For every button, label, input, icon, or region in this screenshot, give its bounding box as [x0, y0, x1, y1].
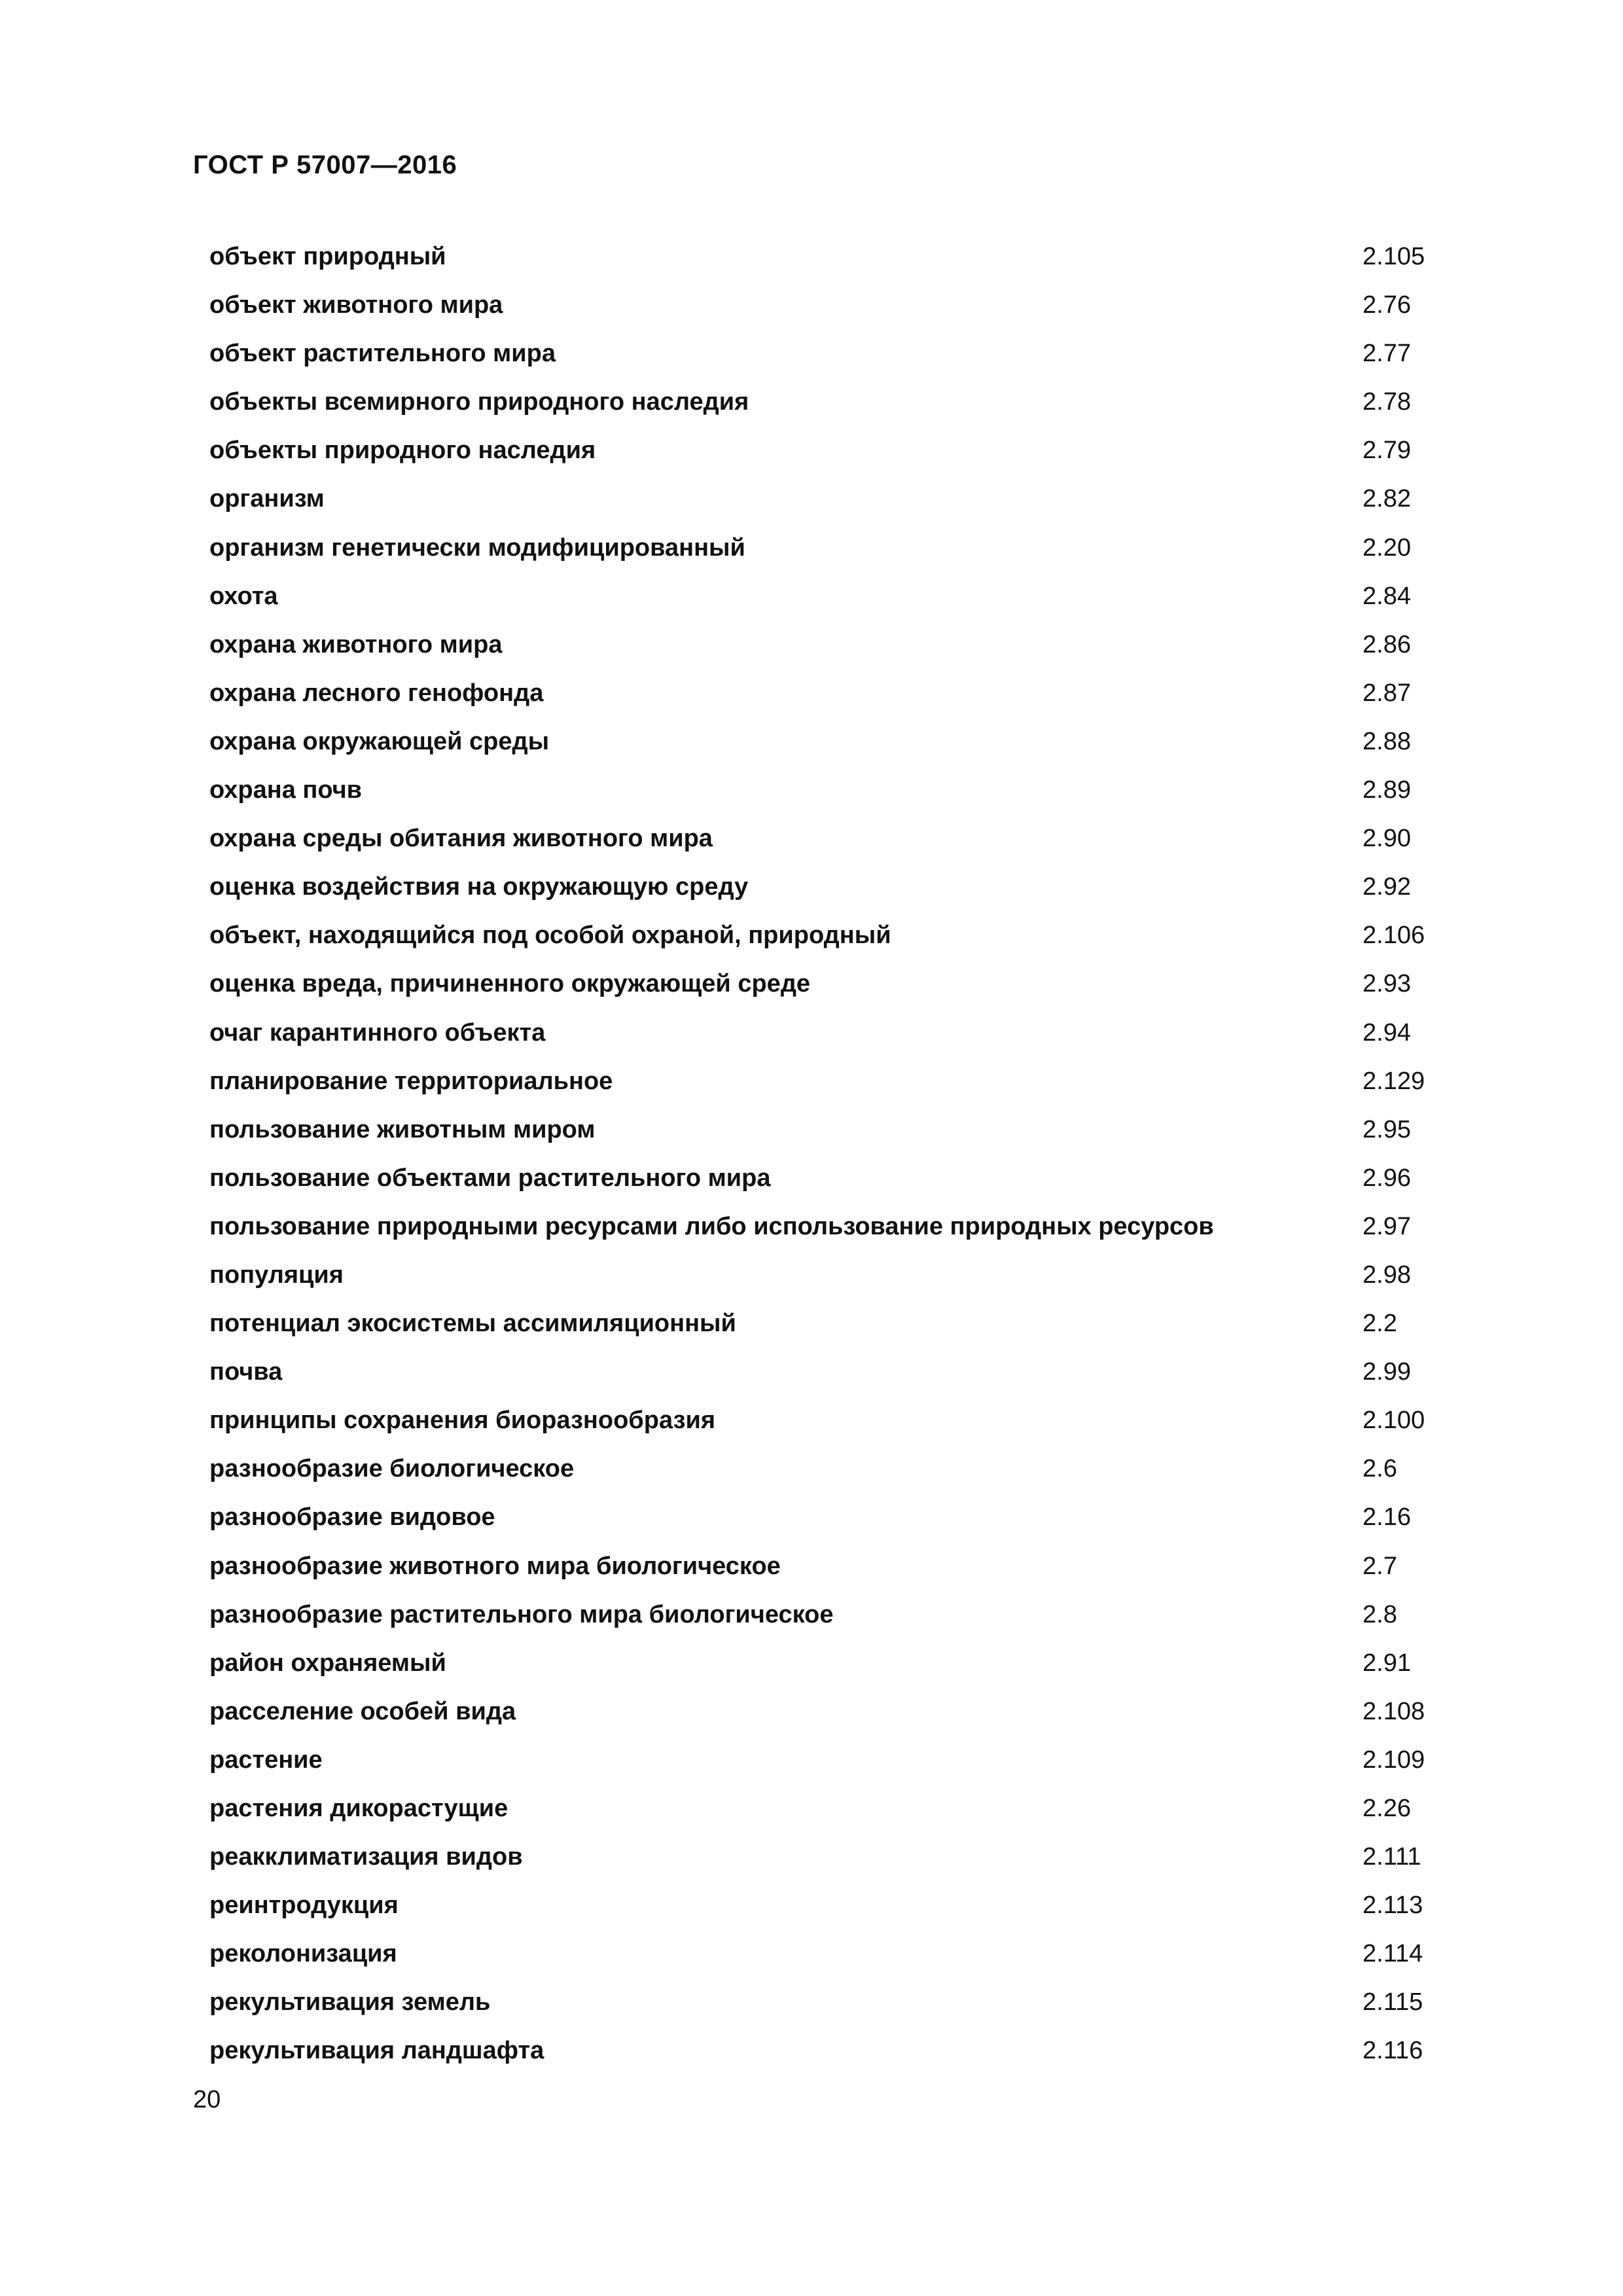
index-term: пользование животным миром [209, 1115, 596, 1143]
index-ref: 2.76 [1363, 291, 1411, 319]
index-ref: 2.97 [1363, 1212, 1411, 1240]
index-entry [209, 1982, 1433, 2031]
index-term: растения дикорастущие [209, 1795, 508, 1822]
index-entry [209, 1207, 1433, 1255]
index-term: охрана окружающей среды [209, 727, 550, 755]
index-entry [209, 722, 1433, 770]
index-ref: 2.95 [1363, 1115, 1411, 1143]
index-ref: 2.20 [1363, 533, 1411, 562]
index-ref: 2.88 [1363, 727, 1411, 755]
index-entry [209, 577, 1433, 625]
index-term: охота [209, 582, 278, 610]
index-entry [209, 431, 1433, 479]
index-entry [209, 1498, 1433, 1546]
index-ref: 2.84 [1363, 582, 1411, 610]
index-ref: 2.79 [1363, 437, 1411, 465]
index-entry [209, 964, 1433, 1013]
index-term: оценка воздействия на окружающую среду [209, 873, 749, 901]
index-entry [209, 1934, 1433, 1982]
index-ref: 2.16 [1363, 1503, 1411, 1532]
index-ref: 2.108 [1363, 1697, 1425, 1725]
index-entry [209, 1886, 1433, 1934]
index-term: объект животного мира [209, 291, 503, 319]
index-ref: 2.94 [1363, 1018, 1411, 1047]
index-term: охрана среды обитания животного мира [209, 825, 713, 853]
index-term: объект природный [209, 243, 446, 270]
index-ref: 2.86 [1363, 630, 1411, 658]
index-entry [209, 1304, 1433, 1352]
index-ref: 2.91 [1363, 1649, 1411, 1677]
index-ref: 2.2 [1363, 1310, 1397, 1338]
index-term: разнообразие растительного мира биологическое [209, 1600, 834, 1628]
index-entry [209, 1062, 1433, 1110]
index-term: планирование территориальное [209, 1067, 613, 1095]
index-ref: 2.82 [1363, 485, 1411, 513]
index-term: пользование природными ресурсами либо использование природных ресурсов [209, 1212, 1214, 1240]
index-entry [209, 1352, 1433, 1401]
index-ref: 2.96 [1363, 1164, 1411, 1192]
index-term: организм [209, 485, 325, 513]
index-entry [209, 1595, 1433, 1643]
index-term: почва [209, 1358, 283, 1386]
index-ref: 2.8 [1363, 1600, 1397, 1628]
index-term: район охраняемый [209, 1649, 446, 1677]
index-ref: 2.90 [1363, 825, 1411, 853]
index-term: объекты природного наследия [209, 437, 596, 465]
index-term: растение [209, 1746, 323, 1774]
index-ref: 2.129 [1363, 1067, 1425, 1095]
index-term: потенциал экосистемы ассимиляционный [209, 1310, 736, 1338]
index-entry [209, 382, 1433, 431]
index-term: реакклиматизация видов [209, 1843, 523, 1871]
index-ref: 2.100 [1363, 1407, 1425, 1435]
index-entry [209, 1110, 1433, 1158]
index-ref: 2.87 [1363, 679, 1411, 707]
index-ref: 2.7 [1363, 1552, 1397, 1580]
index-ref: 2.109 [1363, 1746, 1425, 1774]
index-entry [209, 1547, 1433, 1595]
index-entry [209, 334, 1433, 382]
index-term: расселение особей вида [209, 1697, 516, 1725]
index-entry [209, 867, 1433, 916]
index-ref: 2.89 [1363, 776, 1411, 804]
index-entry [209, 625, 1433, 673]
index-entry [209, 819, 1433, 867]
index-ref: 2.99 [1363, 1358, 1411, 1386]
index-ref: 2.78 [1363, 388, 1411, 416]
index-ref: 2.6 [1363, 1455, 1397, 1483]
index-term: рекультивация земель [209, 1988, 491, 2017]
index-term: объект растительного мира [209, 340, 556, 368]
index-ref: 2.106 [1363, 922, 1425, 950]
alphabetical-term-index [209, 237, 1433, 2080]
index-entry [209, 1740, 1433, 1789]
index-term: рекультивация ландшафта [209, 2037, 544, 2065]
index-ref: 2.26 [1363, 1795, 1411, 1822]
index-term: объект, находящийся под особой охраной, природный [209, 922, 891, 950]
index-entry [209, 237, 1433, 285]
index-entry [209, 1789, 1433, 1837]
index-entry [209, 1013, 1433, 1062]
index-entry [209, 1158, 1433, 1207]
index-term: разнообразие животного мира биологическое [209, 1552, 781, 1580]
index-entry [209, 673, 1433, 722]
index-entry [209, 1643, 1433, 1692]
index-entry [209, 1692, 1433, 1740]
index-entry [209, 285, 1433, 334]
index-term: оценка вреда, причиненного окружающей среде [209, 970, 811, 998]
document-header: ГОСТ Р 57007—2016 [193, 151, 457, 179]
index-term: реинтродукция [209, 1892, 399, 1920]
index-ref: 2.111 [1363, 1843, 1421, 1871]
index-term: разнообразие биологическое [209, 1455, 575, 1483]
index-entry [209, 1837, 1433, 1886]
index-term: популяция [209, 1261, 344, 1289]
index-ref: 2.115 [1363, 1988, 1423, 2017]
index-entry [209, 1401, 1433, 1449]
index-ref: 2.113 [1363, 1892, 1423, 1920]
index-entry [209, 770, 1433, 819]
index-term: пользование объектами растительного мира [209, 1164, 771, 1192]
index-term: охрана животного мира [209, 630, 503, 658]
index-entry [209, 916, 1433, 964]
index-ref: 2.105 [1363, 243, 1425, 270]
index-term: реколонизация [209, 1940, 397, 1968]
index-ref: 2.92 [1363, 873, 1411, 901]
index-term: организм генетически модифицированный [209, 533, 745, 562]
index-ref: 2.93 [1363, 970, 1411, 998]
index-term: разнообразие видовое [209, 1503, 495, 1532]
index-ref: 2.77 [1363, 340, 1411, 368]
index-ref: 2.116 [1363, 2037, 1423, 2065]
index-term: принципы сохранения биоразнообразия [209, 1407, 715, 1435]
index-entry [209, 1255, 1433, 1304]
index-entry [209, 1449, 1433, 1498]
index-entry [209, 479, 1433, 528]
index-ref: 2.114 [1363, 1940, 1423, 1968]
page-number: 20 [193, 2086, 221, 2113]
index-term: объекты всемирного природного наследия [209, 388, 749, 416]
index-entry [209, 528, 1433, 577]
index-ref: 2.98 [1363, 1261, 1411, 1289]
index-term: охрана лесного генофонда [209, 679, 544, 707]
index-entry [209, 2031, 1433, 2079]
index-term: очаг карантинного объекта [209, 1018, 546, 1047]
index-term: охрана почв [209, 776, 363, 804]
